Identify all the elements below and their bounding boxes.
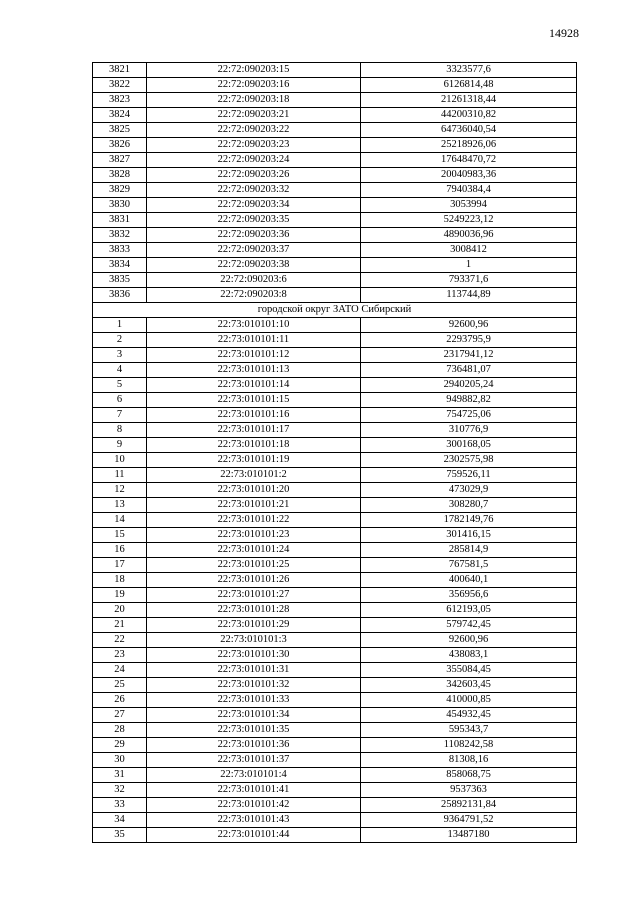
table-row: [93, 213, 577, 228]
row-number: 3: [93, 348, 147, 363]
row-number: 8: [93, 423, 147, 438]
table-row: [93, 153, 577, 168]
cadastral-value: 1782149,76: [361, 513, 577, 528]
cadastral-value: 13487180: [361, 828, 577, 843]
table-row: [93, 243, 577, 258]
row-number: 3821: [93, 63, 147, 78]
cadastral-number: 22:73:010101:24: [147, 543, 361, 558]
cadastral-value: 767581,5: [361, 558, 577, 573]
table-row: [93, 798, 577, 813]
cadastral-number: 22:72:090203:35: [147, 213, 361, 228]
table-row: [93, 483, 577, 498]
row-number: 4: [93, 363, 147, 378]
table-body-upper: [93, 63, 577, 303]
table-row: [93, 108, 577, 123]
cadastral-value: 20040983,36: [361, 168, 577, 183]
row-number: 3823: [93, 93, 147, 108]
cadastral-value: 113744,89: [361, 288, 577, 303]
row-number: 20: [93, 603, 147, 618]
table-row: [93, 558, 577, 573]
cadastral-number: 22:73:010101:2: [147, 468, 361, 483]
table-row: [93, 693, 577, 708]
cadastral-value: 25218926,06: [361, 138, 577, 153]
cadastral-value: 308280,7: [361, 498, 577, 513]
table-row: [93, 258, 577, 273]
cadastral-number: 22:72:090203:18: [147, 93, 361, 108]
row-number: 3824: [93, 108, 147, 123]
row-number: 3828: [93, 168, 147, 183]
table-row: [93, 333, 577, 348]
cadastral-value: 438083,1: [361, 648, 577, 663]
table-row: [93, 528, 577, 543]
cadastral-number: 22:73:010101:14: [147, 378, 361, 393]
cadastral-value: 473029,9: [361, 483, 577, 498]
row-number: 33: [93, 798, 147, 813]
cadastral-value: 6126814,48: [361, 78, 577, 93]
row-number: 3834: [93, 258, 147, 273]
cadastral-value: 92600,96: [361, 633, 577, 648]
cadastral-number: 22:73:010101:32: [147, 678, 361, 693]
row-number: 3830: [93, 198, 147, 213]
table-row: [93, 63, 577, 78]
cadastral-number: 22:73:010101:44: [147, 828, 361, 843]
cadastral-value: 2940205,24: [361, 378, 577, 393]
cadastral-number: 22:73:010101:29: [147, 618, 361, 633]
table-section-header: [93, 303, 577, 318]
table-row: [93, 618, 577, 633]
row-number: 18: [93, 573, 147, 588]
cadastral-value-table: [92, 62, 577, 843]
table-row: [93, 423, 577, 438]
row-number: 32: [93, 783, 147, 798]
table-row: [93, 753, 577, 768]
table-row: [93, 378, 577, 393]
cadastral-number: 22:72:090203:38: [147, 258, 361, 273]
cadastral-value: 759526,11: [361, 468, 577, 483]
cadastral-value: 64736040,54: [361, 123, 577, 138]
row-number: 21: [93, 618, 147, 633]
table-row: [93, 813, 577, 828]
cadastral-value: 300168,05: [361, 438, 577, 453]
cadastral-value: 4890036,96: [361, 228, 577, 243]
cadastral-number: 22:72:090203:24: [147, 153, 361, 168]
cadastral-number: 22:73:010101:34: [147, 708, 361, 723]
cadastral-number: 22:73:010101:37: [147, 753, 361, 768]
table-row: [93, 633, 577, 648]
table-row: [93, 588, 577, 603]
cadastral-number: 22:73:010101:15: [147, 393, 361, 408]
table-row: [93, 708, 577, 723]
table-row: [93, 198, 577, 213]
cadastral-number: 22:72:090203:16: [147, 78, 361, 93]
row-number: 22: [93, 633, 147, 648]
table-row: [93, 573, 577, 588]
row-number: 3825: [93, 123, 147, 138]
row-number: 12: [93, 483, 147, 498]
row-number: 3829: [93, 183, 147, 198]
table-row: [93, 738, 577, 753]
cadastral-value: 3323577,6: [361, 63, 577, 78]
table-row: [93, 363, 577, 378]
cadastral-number: 22:72:090203:22: [147, 123, 361, 138]
cadastral-value: 3008412: [361, 243, 577, 258]
row-number: 3836: [93, 288, 147, 303]
table-row: [93, 723, 577, 738]
cadastral-number: 22:73:010101:31: [147, 663, 361, 678]
cadastral-value: 285814,9: [361, 543, 577, 558]
cadastral-value: 454932,45: [361, 708, 577, 723]
cadastral-value: 301416,15: [361, 528, 577, 543]
table-row: [93, 288, 577, 303]
cadastral-number: 22:72:090203:37: [147, 243, 361, 258]
page-number: 14928: [549, 26, 579, 40]
cadastral-value: 7940384,4: [361, 183, 577, 198]
row-number: 3833: [93, 243, 147, 258]
table-row: [93, 513, 577, 528]
cadastral-value: 44200310,82: [361, 108, 577, 123]
row-number: 1: [93, 318, 147, 333]
row-number: 35: [93, 828, 147, 843]
cadastral-value: 9364791,52: [361, 813, 577, 828]
cadastral-value: 355084,45: [361, 663, 577, 678]
table-row: [93, 678, 577, 693]
cadastral-value: 736481,07: [361, 363, 577, 378]
cadastral-number: 22:72:090203:34: [147, 198, 361, 213]
cadastral-number: 22:73:010101:27: [147, 588, 361, 603]
row-number: 28: [93, 723, 147, 738]
table-row: [93, 498, 577, 513]
cadastral-number: 22:73:010101:11: [147, 333, 361, 348]
table-row: [93, 183, 577, 198]
cadastral-number: 22:73:010101:21: [147, 498, 361, 513]
row-number: 27: [93, 708, 147, 723]
row-number: 3827: [93, 153, 147, 168]
cadastral-number: 22:73:010101:20: [147, 483, 361, 498]
cadastral-value: 9537363: [361, 783, 577, 798]
row-number: 13: [93, 498, 147, 513]
cadastral-number: 22:73:010101:17: [147, 423, 361, 438]
cadastral-number: 22:73:010101:42: [147, 798, 361, 813]
table-row: [93, 78, 577, 93]
cadastral-value: 2293795,9: [361, 333, 577, 348]
cadastral-value: 949882,82: [361, 393, 577, 408]
table-row: [93, 543, 577, 558]
cadastral-value: 400640,1: [361, 573, 577, 588]
cadastral-number: 22:72:090203:6: [147, 273, 361, 288]
row-number: 23: [93, 648, 147, 663]
table-row: [93, 318, 577, 333]
row-number: 3832: [93, 228, 147, 243]
row-number: 7: [93, 408, 147, 423]
cadastral-value: 1: [361, 258, 577, 273]
table-row: [93, 93, 577, 108]
cadastral-value: 793371,6: [361, 273, 577, 288]
cadastral-number: 22:72:090203:15: [147, 63, 361, 78]
cadastral-value: 410000,85: [361, 693, 577, 708]
cadastral-value: 754725,06: [361, 408, 577, 423]
table-row: [93, 648, 577, 663]
cadastral-number: 22:73:010101:30: [147, 648, 361, 663]
cadastral-value: 5249223,12: [361, 213, 577, 228]
row-number: 34: [93, 813, 147, 828]
cadastral-value: 17648470,72: [361, 153, 577, 168]
row-number: 6: [93, 393, 147, 408]
section-title: городской округ ЗАТО Сибирский: [93, 303, 577, 318]
cadastral-value: 310776,9: [361, 423, 577, 438]
table-row: [93, 408, 577, 423]
cadastral-number: 22:73:010101:26: [147, 573, 361, 588]
row-number: 3835: [93, 273, 147, 288]
table-body-lower: [93, 318, 577, 843]
cadastral-number: 22:73:010101:36: [147, 738, 361, 753]
row-number: 5: [93, 378, 147, 393]
row-number: 3831: [93, 213, 147, 228]
row-number: 10: [93, 453, 147, 468]
cadastral-number: 22:72:090203:23: [147, 138, 361, 153]
row-number: 15: [93, 528, 147, 543]
table-row: [93, 438, 577, 453]
cadastral-number: 22:73:010101:3: [147, 633, 361, 648]
cadastral-value: 25892131,84: [361, 798, 577, 813]
row-number: 14: [93, 513, 147, 528]
table-row: [93, 453, 577, 468]
table-row: [93, 123, 577, 138]
cadastral-value: 3053994: [361, 198, 577, 213]
cadastral-value: 858068,75: [361, 768, 577, 783]
row-number: 31: [93, 768, 147, 783]
row-number: 29: [93, 738, 147, 753]
cadastral-number: 22:72:090203:26: [147, 168, 361, 183]
table-row: [93, 393, 577, 408]
cadastral-number: 22:73:010101:35: [147, 723, 361, 738]
cadastral-number: 22:73:010101:10: [147, 318, 361, 333]
row-number: 3822: [93, 78, 147, 93]
cadastral-number: 22:73:010101:4: [147, 768, 361, 783]
table-row: [93, 768, 577, 783]
row-number: 16: [93, 543, 147, 558]
cadastral-number: 22:73:010101:33: [147, 693, 361, 708]
cadastral-number: 22:73:010101:19: [147, 453, 361, 468]
row-number: 26: [93, 693, 147, 708]
cadastral-number: 22:72:090203:36: [147, 228, 361, 243]
cadastral-number: 22:73:010101:28: [147, 603, 361, 618]
cadastral-number: 22:73:010101:12: [147, 348, 361, 363]
table-row: [93, 828, 577, 843]
cadastral-value: 21261318,44: [361, 93, 577, 108]
section-header-row: [93, 303, 577, 318]
row-number: 17: [93, 558, 147, 573]
cadastral-number: 22:73:010101:23: [147, 528, 361, 543]
cadastral-value: 612193,05: [361, 603, 577, 618]
row-number: 30: [93, 753, 147, 768]
table-row: [93, 273, 577, 288]
cadastral-value: 579742,45: [361, 618, 577, 633]
cadastral-number: 22:73:010101:13: [147, 363, 361, 378]
cadastral-number: 22:73:010101:22: [147, 513, 361, 528]
cadastral-number: 22:72:090203:21: [147, 108, 361, 123]
cadastral-value: 342603,45: [361, 678, 577, 693]
cadastral-value: 2317941,12: [361, 348, 577, 363]
cadastral-number: 22:72:090203:8: [147, 288, 361, 303]
cadastral-value: 2302575,98: [361, 453, 577, 468]
cadastral-number: 22:73:010101:16: [147, 408, 361, 423]
row-number: 3826: [93, 138, 147, 153]
cadastral-value: 81308,16: [361, 753, 577, 768]
table-row: [93, 168, 577, 183]
cadastral-number: 22:72:090203:32: [147, 183, 361, 198]
row-number: 24: [93, 663, 147, 678]
cadastral-value: 595343,7: [361, 723, 577, 738]
row-number: 9: [93, 438, 147, 453]
table-row: [93, 468, 577, 483]
cadastral-number: 22:73:010101:41: [147, 783, 361, 798]
table-row: [93, 783, 577, 798]
row-number: 19: [93, 588, 147, 603]
row-number: 25: [93, 678, 147, 693]
cadastral-number: 22:73:010101:18: [147, 438, 361, 453]
row-number: 11: [93, 468, 147, 483]
table-row: [93, 138, 577, 153]
table-row: [93, 228, 577, 243]
cadastral-number: 22:73:010101:25: [147, 558, 361, 573]
table-row: [93, 603, 577, 618]
cadastral-value: 1108242,58: [361, 738, 577, 753]
table-row: [93, 348, 577, 363]
cadastral-value: 356956,6: [361, 588, 577, 603]
cadastral-value: 92600,96: [361, 318, 577, 333]
table-row: [93, 663, 577, 678]
cadastral-number: 22:73:010101:43: [147, 813, 361, 828]
row-number: 2: [93, 333, 147, 348]
